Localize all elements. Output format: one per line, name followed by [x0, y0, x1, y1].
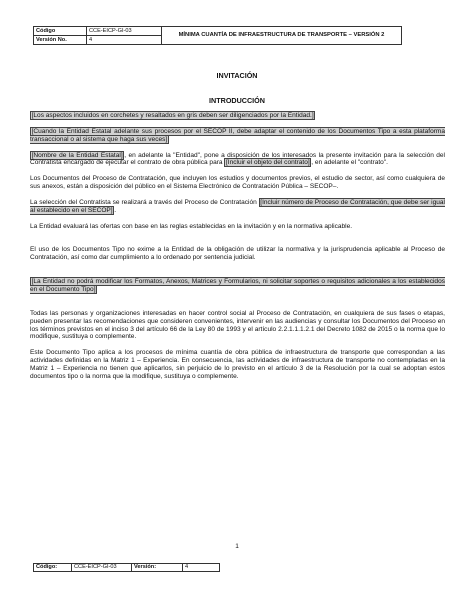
header-version-value: 4 — [87, 36, 162, 45]
paragraph-formatos — [30, 278, 445, 294]
paragraph-entidad — [30, 152, 445, 168]
highlight-secop-ii: [Cuando la Entidad Estatal adelante sus procesos por el SECOP II, debe adaptar el contenido de los Documentos Tipo a esta plataforma transaccional o al sistema que haga sus veces] — [30, 127, 445, 143]
paragraph-entidad-text: , en adelante la "Entidad", pone a disposición de los interesados la presente invitación para la selección del Contratista encargado de ejecutar el contrato de obra pública para — [30, 151, 446, 167]
header-code-label: Código — [34, 27, 87, 36]
paragraph-seleccion-end: . — [114, 206, 117, 214]
paragraph-secop-ii — [30, 128, 445, 144]
paragraph-aplicacion: Este Documento Tipo aplica a los procesos de mínima cuantía de obra pública de infraestructura de transporte que correspondan a las actividades definidas en la Matriz 1 – Experiencia. En consecuencia, las actividades de infraestructura de transporte no contempladas en la Matriz 1 – Experiencia no tienen que aplicarlos, sin perjuicio de lo previsto en el artículo 3 de la Resolución por la cual se adoptan estos documentos tipo o la norma que la modifique, sustituya o complemente. — [30, 349, 445, 380]
paragraph-entidad-text-end: , en adelante el "contrato". — [311, 159, 388, 167]
highlight-instructions: [Los aspectos incluidos en corchetes y resaltados en gris deben ser diligenciados por la Entidad.] — [31, 112, 314, 119]
footer-version-label: Versión: — [132, 564, 183, 572]
header-table — [33, 26, 402, 45]
paragraph-seleccion-text: La selección del Contratista se realizará a través del Proceso de Contratación — [30, 198, 259, 206]
paragraph-evaluacion: La Entidad evaluará las ofertas con base en las reglas establecidas en la invitación y en la normativa aplicable. — [30, 222, 353, 230]
footer-code-value: CCE-EICP-GI-03 — [72, 564, 132, 572]
highlight-contract-object: [Incluir el objeto del contrato] — [225, 159, 310, 167]
footer-table — [33, 563, 220, 572]
paragraph-documentos: Los Documentos del Proceso de Contratación, que incluyen los estudios y documentos previos, el estudio de sector, así como cualquiera de sus anexos, están a disposición del público en el Sistema Electrónico de Contratación Pública – SECOP–. — [30, 175, 445, 191]
paragraph-instructions — [30, 112, 445, 120]
header-code-value: CCE-EICP-GI-03 — [87, 27, 162, 36]
footer-version-value: 4 — [183, 564, 220, 572]
paragraph-control-social: Todas las personas y organizaciones interesadas en hacer control social al Proceso de Contratación, en cualquiera de sus fases o etapas, pueden presentar las recomendaciones que consideren convenientes, intervenir en las audiencias y consultar los Documentos del Proceso en los términos previstos en el inciso 3 del artículo 66 de la Ley 80 de 1993 y el artículo 2.2.1.1.1.2.1 del Decreto 1082 de 2015 o la norma que lo modifique, sustituya o complemente. — [30, 309, 445, 341]
paragraph-uso-documentos: El uso de los Documentos Tipo no exime a la Entidad de la obligación de utilizar la normativa y la jurisprudencia aplicable al Proceso de Contratación, así como dar cumplimiento a lo ordenado por sentencia judicial. — [30, 246, 445, 262]
highlight-formatos: [La Entidad no podrá modificar los Formatos, Anexos, Matrices y Formularios, ni solicitar soportes o requisitos adicionales a los establecidos en el Documento Tipo] — [30, 278, 445, 293]
header-doc-title: MÍNIMA CUANTÍA DE INFRAESTRUCTURA DE TRANSPORTE – VERSIÓN 2 — [162, 27, 402, 45]
header-version-label: Versión No. — [34, 36, 87, 45]
heading-invitacion: INVITACIÓN — [216, 71, 258, 80]
heading-introduccion: INTRODUCCIÓN — [209, 96, 265, 105]
document-body — [30, 112, 445, 389]
page-number: 1 — [235, 543, 239, 550]
highlight-process-number: [Incluir número de Proceso de Contratación, que debe ser igual al establecido en el SECOP] — [30, 198, 445, 214]
footer-code-label: Código: — [34, 564, 72, 572]
highlight-entity-name: [Nombre de la Entidad Estatal] — [31, 151, 123, 159]
paragraph-seleccion — [30, 199, 445, 215]
